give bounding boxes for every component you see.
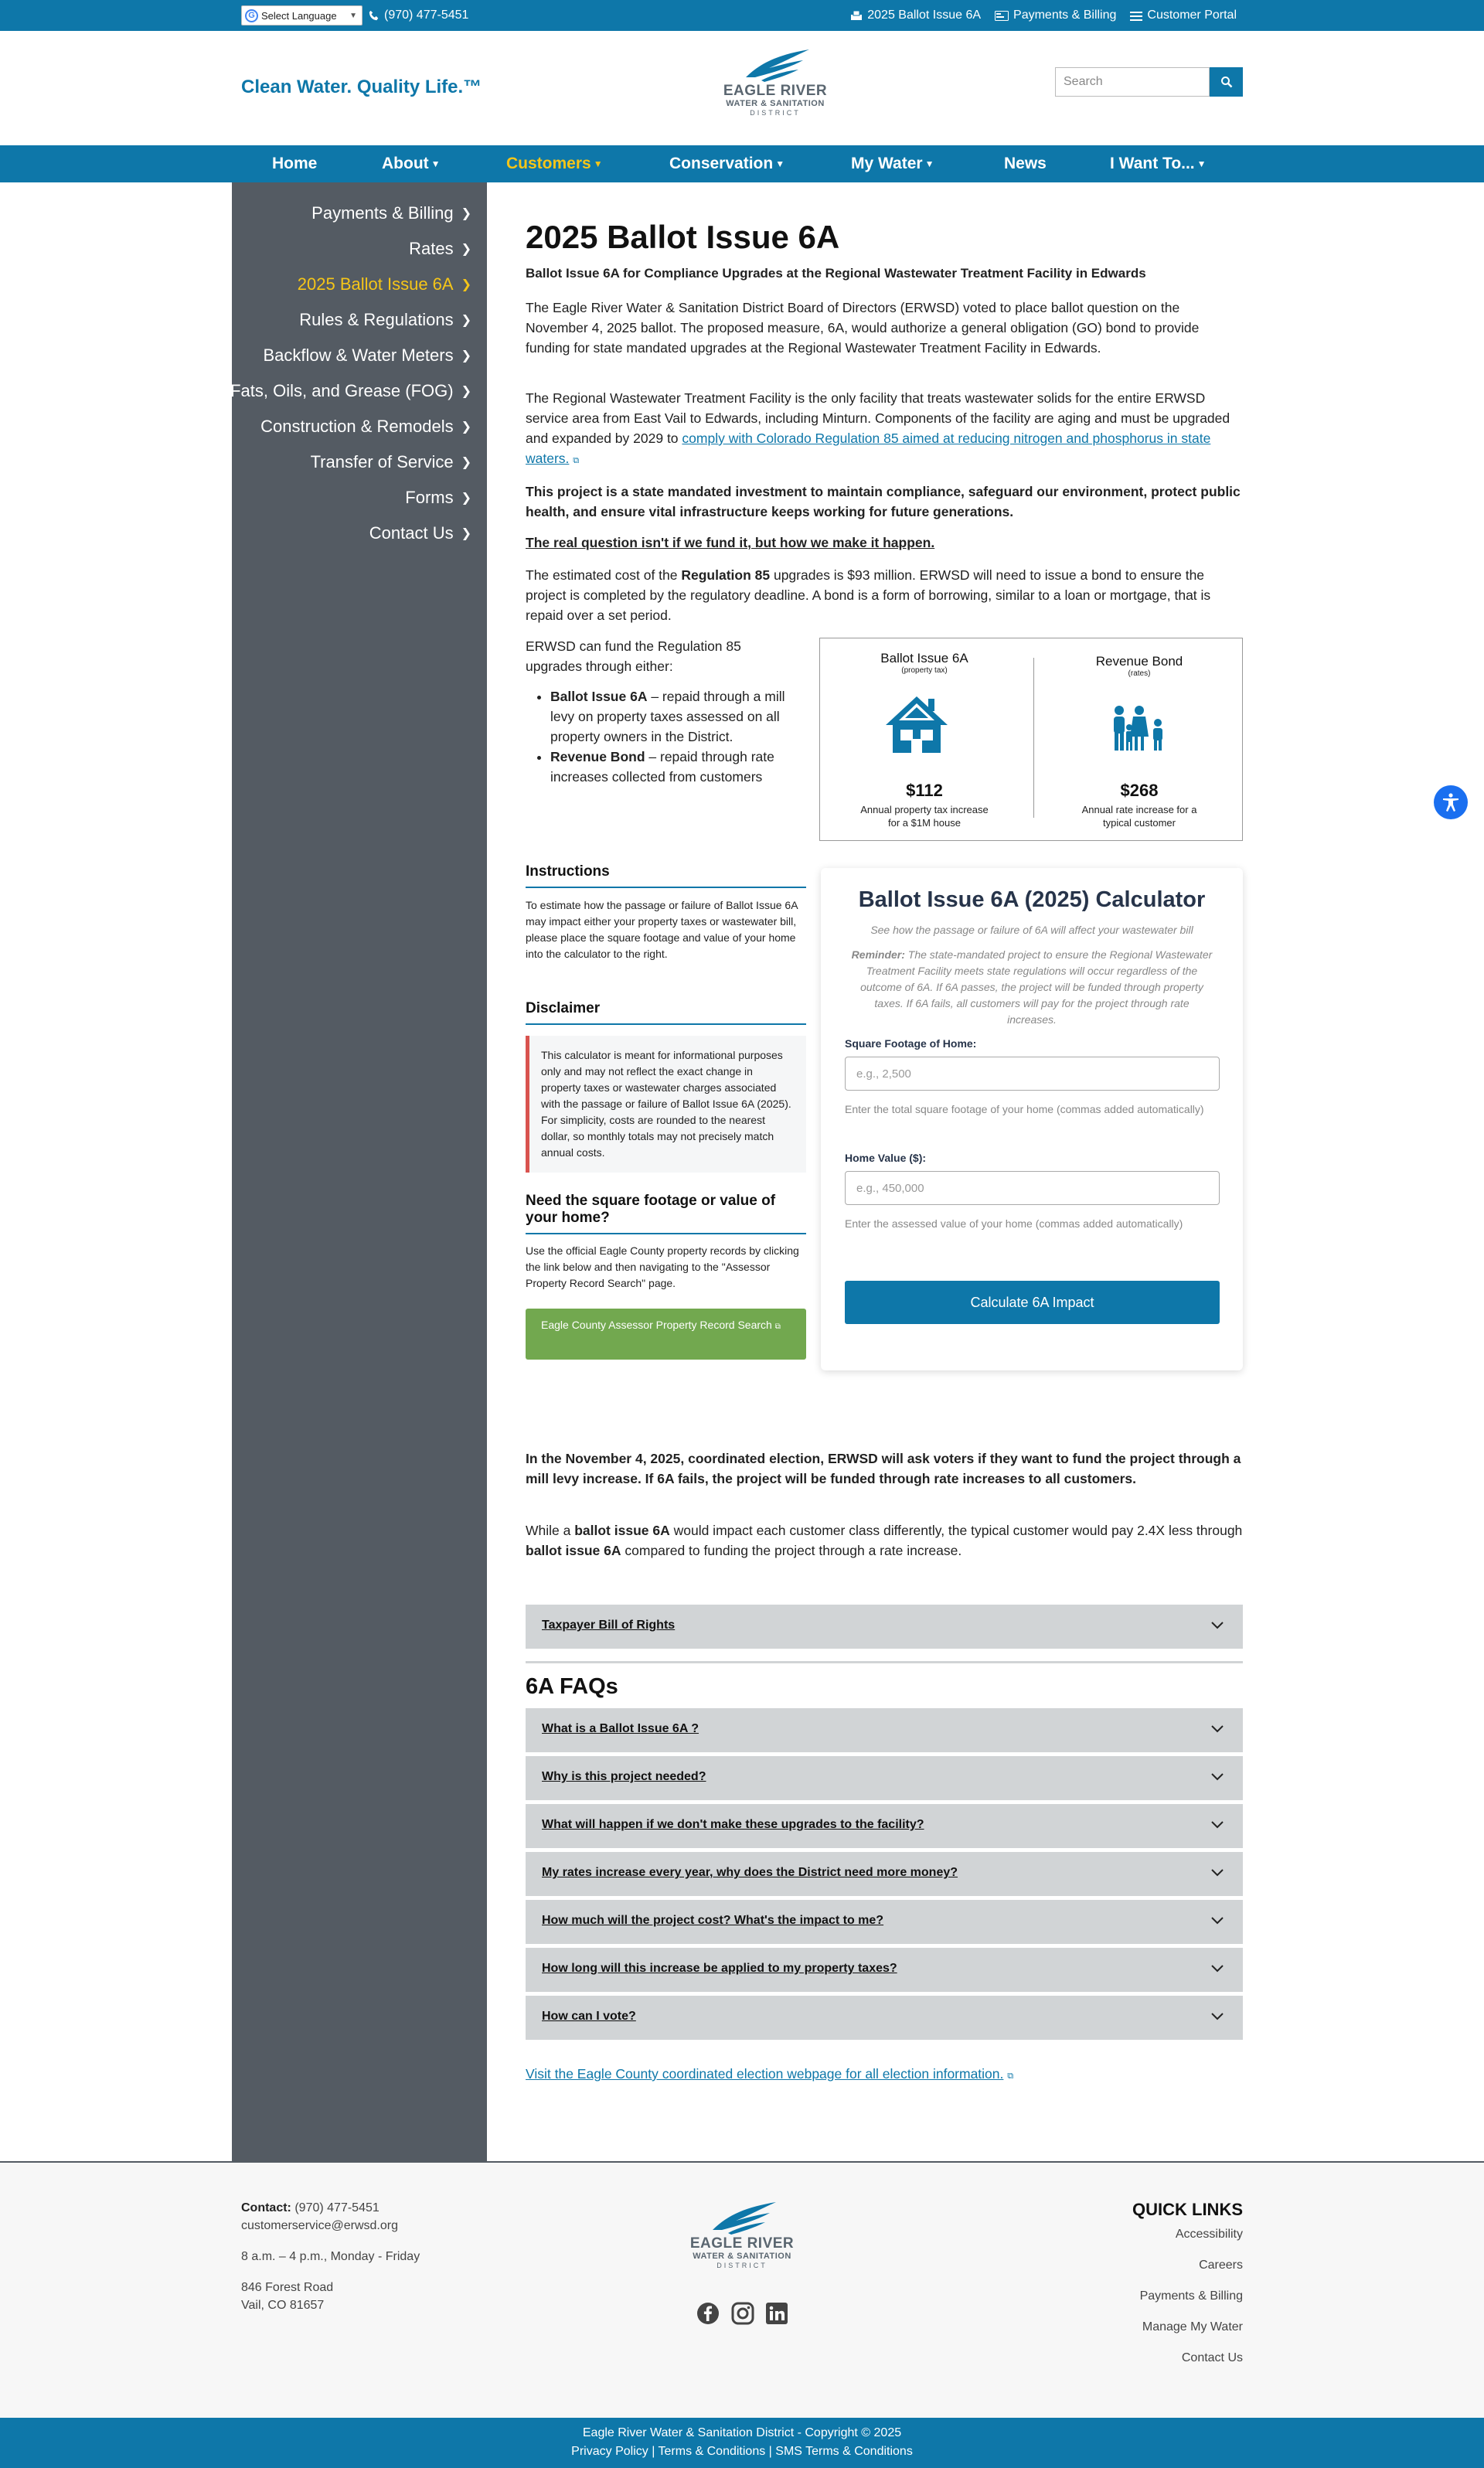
faq-question: How can I vote? bbox=[542, 2010, 636, 2023]
nav-news-label: News bbox=[1004, 155, 1047, 172]
sidebar-item-rules[interactable] bbox=[299, 310, 471, 330]
funding-intro: ERWSD can fund the Regulation 85 upgrades through either: bbox=[526, 638, 741, 674]
impact-text-a: While a bbox=[526, 1523, 575, 1538]
external-link-icon: ⧉ bbox=[774, 1323, 781, 1331]
faq-item[interactable] bbox=[526, 1804, 1243, 1848]
sidebar-item-fog[interactable] bbox=[230, 381, 471, 401]
comparison-ballot-description: Annual property tax increase for a $1M house bbox=[860, 804, 989, 829]
calculate-button[interactable]: Calculate 6A Impact bbox=[845, 1281, 1220, 1324]
faq-question: My rates increase every year, why does the District need more money? bbox=[542, 1866, 958, 1879]
nav-home-label: Home bbox=[272, 155, 318, 172]
faq-question: What is a Ballot Issue 6A ? bbox=[542, 1722, 699, 1735]
home-value-help: Enter the assessed value of your home (commas added automatically) bbox=[845, 1217, 1183, 1230]
family-icon bbox=[1108, 704, 1170, 752]
footer-phone[interactable]: (970) 477-5451 bbox=[294, 2201, 380, 2214]
cost-paragraph bbox=[526, 565, 1243, 625]
chevron-down-icon bbox=[1210, 1964, 1224, 1973]
search-button[interactable] bbox=[1210, 67, 1243, 97]
chevron-right-icon: ❯ bbox=[461, 420, 471, 434]
sidebar bbox=[232, 182, 487, 2161]
calculator-subtitle: See how the passage or failure of 6A will affect your wastewater bill bbox=[870, 924, 1193, 936]
comparison-revenue-amount: $268 bbox=[1120, 781, 1159, 800]
comparison-ballot-subtitle: (property tax) bbox=[901, 666, 948, 675]
sidebar-item-construction[interactable] bbox=[260, 417, 471, 437]
funding-comparison-graphic bbox=[819, 638, 1243, 841]
intro-paragraph: The Eagle River Water & Sanitation District Board of Directors (ERWSD) voted to place ballot question on the November 4, 2025 ballot. The proposed measure, 6A, would authorize a general obligation (GO) bond to provide funding for state mandated upgrades at the Regional Wastewater Treatment Facility in Edwards. bbox=[526, 300, 1200, 356]
chevron-right-icon: ❯ bbox=[461, 314, 471, 327]
nav-my-water[interactable] bbox=[851, 155, 934, 173]
external-link-icon: ⧉ bbox=[1007, 2071, 1014, 2081]
footer-hours: 8 a.m. – 4 p.m., Monday - Friday bbox=[241, 2250, 420, 2263]
logo-line-2: WATER & SANITATION bbox=[693, 2252, 791, 2261]
calculator-title: Ballot Issue 6A (2025) Calculator bbox=[858, 887, 1206, 912]
faq-question: What will happen if we don't make these upgrades to the facility? bbox=[542, 1818, 924, 1831]
chevron-down-icon bbox=[1210, 1724, 1224, 1734]
quick-link-payments[interactable]: Payments & Billing bbox=[1139, 2289, 1243, 2303]
accessibility-icon bbox=[1441, 792, 1461, 812]
impact-paragraph bbox=[526, 1520, 1243, 1561]
sidebar-item-ballot-6a[interactable] bbox=[298, 274, 471, 294]
calculator-reminder bbox=[850, 947, 1213, 1028]
chevron-right-icon: ❯ bbox=[461, 207, 471, 220]
nav-conservation[interactable] bbox=[669, 155, 785, 173]
accessibility-widget-button[interactable] bbox=[1434, 785, 1468, 819]
chevron-right-icon: ❯ bbox=[461, 492, 471, 505]
faq-item[interactable] bbox=[526, 1708, 1243, 1752]
logo-line-1: EAGLE RIVER bbox=[689, 2235, 795, 2252]
faq-question: How long will this increase be applied to my property taxes? bbox=[542, 1962, 897, 1975]
top-link-ballot[interactable] bbox=[850, 9, 981, 22]
regulation-85-link[interactable]: comply with Colorado Regulation 85 aimed at reducing nitrogen and phosphorus in state waters. bbox=[526, 431, 1211, 466]
faq-item[interactable] bbox=[526, 1900, 1243, 1944]
footer-address-line-2: Vail, CO 81657 bbox=[241, 2299, 325, 2312]
nav-about-label: About bbox=[382, 155, 429, 172]
sqft-label: Square Footage of Home: bbox=[845, 1037, 977, 1050]
top-link-payments[interactable] bbox=[995, 9, 1116, 22]
nav-i-want-to-label: I Want To... bbox=[1110, 155, 1195, 172]
election-webpage-link[interactable]: Visit the Eagle County coordinated election webpage for all election information. bbox=[526, 2066, 1004, 2082]
calculator-card bbox=[821, 868, 1243, 1370]
house-icon bbox=[882, 693, 951, 754]
main-navigation bbox=[0, 145, 1484, 182]
phone-icon bbox=[369, 10, 380, 21]
chevron-down-icon: ▼ bbox=[349, 11, 357, 20]
nav-about[interactable] bbox=[382, 155, 441, 173]
ballot-icon bbox=[850, 10, 863, 21]
faq-item[interactable] bbox=[526, 1948, 1243, 1992]
need-info-heading: Need the square footage or value of your home? bbox=[526, 1193, 806, 1234]
election-link-row bbox=[526, 2064, 1243, 2086]
faq-item[interactable] bbox=[526, 1996, 1243, 2040]
instagram-icon[interactable] bbox=[731, 2302, 754, 2325]
comparison-divider bbox=[1033, 658, 1034, 818]
linkedin-icon[interactable] bbox=[765, 2302, 788, 2325]
chevron-right-icon: ❯ bbox=[461, 349, 471, 363]
funding-options-list bbox=[550, 686, 798, 787]
page-subtitle: Ballot Issue 6A for Compliance Upgrades at the Regional Wastewater Treatment Facility in Edwards bbox=[526, 266, 1146, 281]
home-value-input[interactable] bbox=[845, 1171, 1220, 1205]
quick-link-manage-water[interactable]: Manage My Water bbox=[1142, 2320, 1243, 2334]
reminder-text: The state-mandated project to ensure the Regional Wastewater Treatment Facility meets state regulations will occur regardless of the outcome of 6A. If 6A passes, the project will be funded through property taxes. If 6A fails, all customers will pay for the project through rate increases. bbox=[860, 948, 1213, 1026]
sidebar-item-label: Rates bbox=[409, 239, 454, 258]
nav-customers[interactable] bbox=[506, 155, 603, 173]
taxpayer-accordion-label: Taxpayer Bill of Rights bbox=[542, 1619, 676, 1632]
google-translate-icon: G bbox=[245, 9, 258, 22]
cost-text-bold: Regulation 85 bbox=[681, 567, 771, 583]
chevron-down-icon bbox=[1210, 1621, 1224, 1630]
chevron-down-icon bbox=[1210, 1916, 1224, 1925]
sidebar-item-payments[interactable] bbox=[311, 203, 471, 223]
quick-link-accessibility[interactable]: Accessibility bbox=[1175, 2228, 1243, 2241]
sidebar-item-forms[interactable] bbox=[405, 488, 471, 508]
top-link-portal[interactable] bbox=[1130, 9, 1237, 22]
sidebar-item-label: Backflow & Water Meters bbox=[263, 346, 454, 365]
chevron-right-icon: ❯ bbox=[461, 385, 471, 398]
list-icon bbox=[1130, 11, 1142, 21]
sidebar-item-label: Construction & Remodels bbox=[260, 417, 454, 436]
sidebar-item-label: Transfer of Service bbox=[310, 452, 454, 471]
footer-logo[interactable] bbox=[676, 2199, 808, 2270]
sidebar-item-label: Rules & Regulations bbox=[299, 310, 454, 329]
sidebar-item-rates[interactable] bbox=[409, 239, 471, 259]
chevron-right-icon: ❯ bbox=[461, 527, 471, 540]
list-item-bold: Ballot Issue 6A bbox=[550, 689, 648, 704]
nav-news[interactable] bbox=[1004, 155, 1047, 173]
top-link-payments-label: Payments & Billing bbox=[1013, 9, 1117, 22]
home-value-label: Home Value ($): bbox=[845, 1152, 927, 1164]
chevron-down-icon bbox=[1210, 1772, 1224, 1782]
impact-text-c: would impact each customer class differently, the typical customer would pay 2.4X less through bbox=[669, 1523, 1243, 1538]
legal-links[interactable]: Privacy Policy | Terms & Conditions | SMS Terms & Conditions bbox=[571, 2445, 913, 2458]
instructions-heading: Instructions bbox=[526, 863, 806, 888]
sidebar-item-label: 2025 Ballot Issue 6A bbox=[297, 274, 454, 294]
need-info-text: Use the official Eagle County property records by clicking the link below and then navigating to the "Assessor Property Record Search" page. bbox=[526, 1244, 799, 1289]
top-phone-link[interactable] bbox=[369, 9, 468, 22]
nav-customers-label: Customers bbox=[506, 155, 591, 172]
nav-home[interactable] bbox=[272, 155, 317, 173]
cost-text-c: upgrades is $93 million. ERWSD will need to issue a bond to ensure the project is completed by the regulatory deadline. A bond is a form of borrowing, similar to a loan or mortgage, that is repaid over a set period. bbox=[526, 567, 1211, 623]
facility-paragraph-text: The Regional Wastewater Treatment Facility is the only facility that treats wastewater solids for the entire ERWSD service area from East Vail to Edwards, including Minturn. Components of the facility are aging and must be upgraded and expanded by 2029 to bbox=[526, 390, 1230, 446]
faq-question: Why is this project needed? bbox=[542, 1770, 706, 1783]
caret-down-icon: ▼ bbox=[924, 158, 934, 169]
caret-down-icon: ▼ bbox=[593, 158, 603, 169]
footer-address-line-1: 846 Forest Road bbox=[241, 2281, 334, 2294]
list-item-bold: Revenue Bond bbox=[550, 749, 645, 764]
real-question-text: The real question isn't if we fund it, but how we make it happen. bbox=[526, 535, 935, 550]
search-icon bbox=[1220, 76, 1233, 88]
logo-line-2: WATER & SANITATION bbox=[726, 99, 825, 108]
comparison-ballot-column bbox=[820, 638, 1029, 842]
comparison-revenue-subtitle: (rates) bbox=[1128, 669, 1151, 678]
top-utility-bar bbox=[0, 0, 1484, 31]
disclaimer-text: This calculator is meant for informational purposes only and may not reflect the exact change in property taxes or wastewater charges associated with the passage or failure of Ballot Issue 6A (2025). For simplicity, costs are rounded to the nearest dollar, so monthly totals may not precisely match annual costs. bbox=[541, 1049, 791, 1159]
impact-text-bold-2: ballot issue 6A bbox=[526, 1543, 621, 1558]
footer-email[interactable]: customerservice@erwsd.org bbox=[241, 2219, 398, 2232]
logo-line-1: EAGLE RIVER bbox=[723, 83, 828, 99]
impact-text-e: compared to funding the project through a rate increase. bbox=[621, 1543, 962, 1558]
top-link-ballot-label: 2025 Ballot Issue 6A bbox=[867, 9, 982, 22]
quick-link-contact[interactable]: Contact Us bbox=[1181, 2351, 1243, 2364]
footer-contact bbox=[241, 2199, 380, 2217]
external-link-icon: ⧉ bbox=[573, 456, 580, 465]
chevron-right-icon: ❯ bbox=[461, 278, 471, 291]
faq-heading: 6A FAQs bbox=[526, 1674, 618, 1699]
copyright-bar bbox=[0, 2418, 1484, 2468]
page-title: 2025 Ballot Issue 6A bbox=[526, 219, 840, 255]
faq-item[interactable] bbox=[526, 1852, 1243, 1896]
assessor-search-button[interactable] bbox=[526, 1309, 806, 1360]
sqft-input[interactable] bbox=[845, 1057, 1220, 1091]
instructions-text: To estimate how the passage or failure of Ballot Issue 6A may impact either your property taxes or wastewater bill, please place the square footage and value of your home into the calculator to the right. bbox=[526, 899, 798, 960]
list-item bbox=[550, 747, 798, 787]
sidebar-item-label: Fats, Oils, and Grease (FOG) bbox=[230, 381, 454, 400]
chevron-down-icon bbox=[1210, 1820, 1224, 1830]
comparison-revenue-title: Revenue Bond bbox=[1095, 654, 1183, 669]
copyright-text: Eagle River Water & Sanitation District - Copyright © 2025 bbox=[582, 2426, 902, 2439]
language-selector[interactable] bbox=[241, 5, 362, 26]
election-paragraph: In the November 4, 2025, coordinated election, ERWSD will ask voters if they want to fund the project through a mill levy increase. If 6A fails, the project will be funded through rate increases to all customers. bbox=[526, 1451, 1241, 1486]
sidebar-item-transfer[interactable] bbox=[311, 452, 471, 472]
assessor-search-label: Eagle County Assessor Property Record Search bbox=[541, 1319, 772, 1331]
mandate-paragraph: This project is a state mandated investment to maintain compliance, safeguard our environment, protect public health, and ensure vital infrastructure keeps working for future generations. bbox=[526, 484, 1241, 519]
nav-i-want-to[interactable] bbox=[1110, 155, 1207, 173]
logo-line-3: DISTRICT bbox=[750, 109, 801, 117]
nav-conservation-label: Conservation bbox=[669, 155, 774, 172]
search-input[interactable] bbox=[1055, 67, 1210, 97]
comparison-ballot-title: Ballot Issue 6A bbox=[880, 651, 968, 666]
facility-paragraph bbox=[526, 388, 1243, 471]
nav-my-water-label: My Water bbox=[851, 155, 923, 172]
language-selector-label: Select Language bbox=[261, 9, 337, 22]
facebook-icon[interactable] bbox=[696, 2302, 720, 2325]
top-link-portal-label: Customer Portal bbox=[1147, 9, 1237, 22]
comparison-ballot-amount: $112 bbox=[906, 781, 943, 800]
faq-question: How much will the project cost? What's the impact to me? bbox=[542, 1914, 884, 1927]
sidebar-item-contact[interactable] bbox=[369, 523, 471, 543]
footer-contact-label: Contact: bbox=[241, 2201, 291, 2214]
section-divider bbox=[526, 1661, 1243, 1663]
sidebar-item-label: Forms bbox=[405, 488, 454, 507]
cost-text-a: The estimated cost of the bbox=[526, 567, 682, 583]
site-logo[interactable] bbox=[710, 46, 841, 117]
chevron-down-icon bbox=[1210, 1868, 1224, 1877]
sidebar-item-label: Payments & Billing bbox=[311, 203, 454, 223]
quick-link-careers[interactable]: Careers bbox=[1199, 2259, 1243, 2272]
list-item-text: – repaid through rate increases collected from customers bbox=[550, 749, 774, 785]
list-item-text: – repaid through a mill levy on property taxes assessed on all property owners in the District. bbox=[550, 689, 785, 744]
chevron-right-icon: ❯ bbox=[461, 456, 471, 469]
impact-text-bold-1: ballot issue 6A bbox=[574, 1523, 670, 1538]
caret-down-icon: ▼ bbox=[775, 158, 785, 169]
caret-down-icon: ▼ bbox=[431, 158, 441, 169]
eagle-logo-icon bbox=[705, 2199, 779, 2236]
sidebar-item-label: Contact Us bbox=[369, 523, 454, 543]
sqft-help: Enter the total square footage of your home (commas added automatically) bbox=[845, 1103, 1204, 1115]
disclaimer-heading: Disclaimer bbox=[526, 1000, 806, 1025]
disclaimer-box bbox=[526, 1036, 806, 1173]
caret-down-icon: ▼ bbox=[1196, 158, 1207, 169]
logo-line-3: DISTRICT bbox=[716, 2262, 768, 2269]
top-phone-text: (970) 477-5451 bbox=[384, 9, 469, 22]
chevron-down-icon bbox=[1210, 2012, 1224, 2021]
comparison-revenue-description: Annual rate increase for a typical customer bbox=[1081, 804, 1197, 829]
site-tagline: Clean Water. Quality Life.™ bbox=[241, 77, 482, 97]
billing-card-icon bbox=[995, 11, 1009, 21]
comparison-revenue-column bbox=[1035, 638, 1244, 842]
sidebar-item-backflow[interactable] bbox=[263, 346, 471, 366]
quick-links-heading: QUICK LINKS bbox=[1132, 2200, 1243, 2219]
list-item bbox=[550, 686, 798, 747]
chevron-right-icon: ❯ bbox=[461, 243, 471, 256]
taxpayer-accordion[interactable] bbox=[526, 1605, 1243, 1649]
reminder-label: Reminder: bbox=[851, 948, 905, 961]
eagle-logo-icon bbox=[738, 46, 812, 83]
search-form bbox=[1055, 67, 1243, 97]
faq-item[interactable] bbox=[526, 1756, 1243, 1800]
